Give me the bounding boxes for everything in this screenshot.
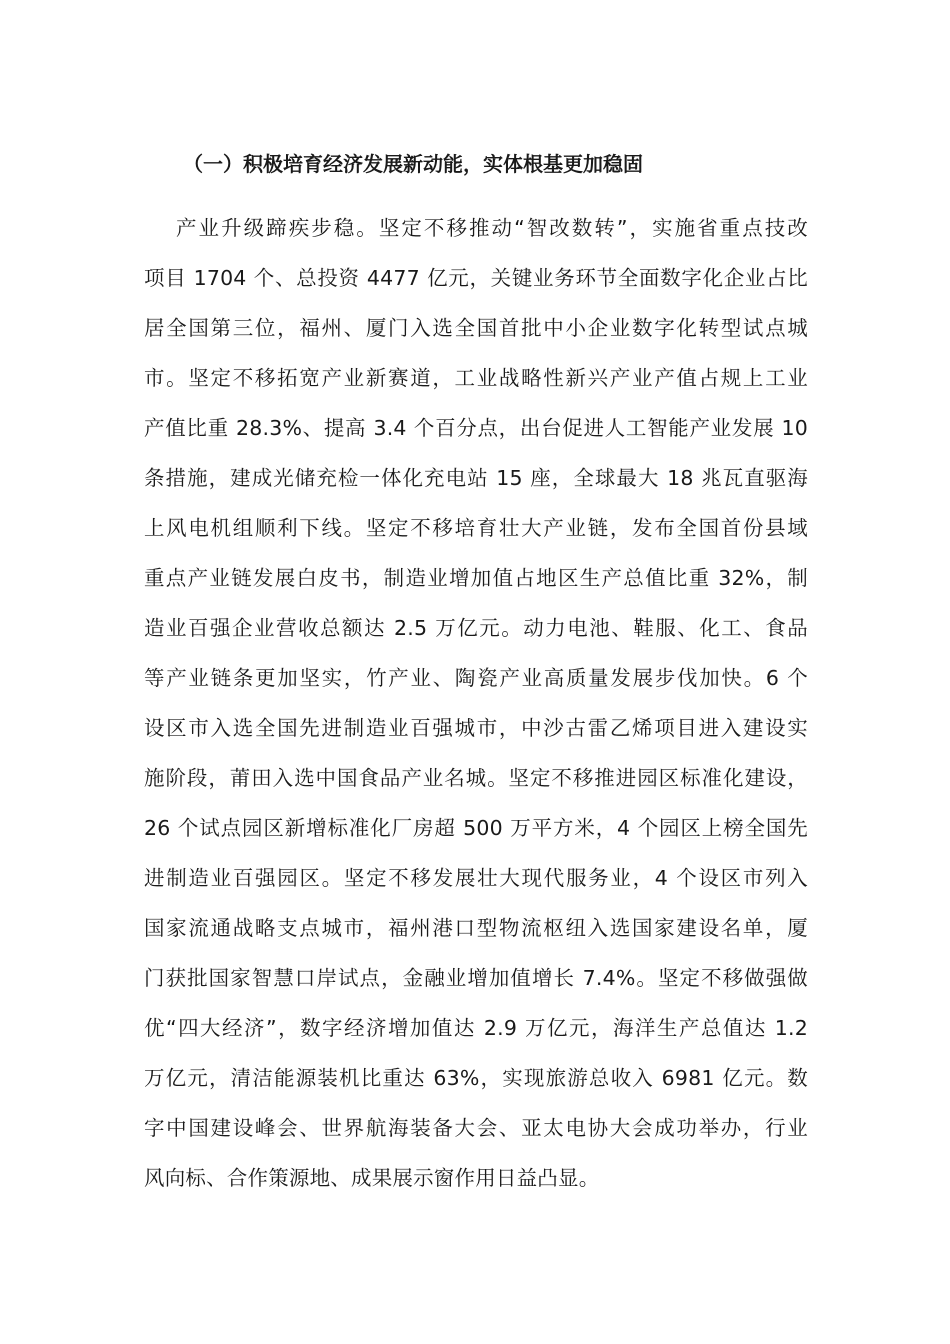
- paragraph-line: 条措施，建成光储充检一体化充电站 15 座，全球最大 18 兆瓦直驱海: [144, 466, 808, 490]
- paragraph-line: 造业百强企业营收总额达 2.5 万亿元。动力电池、鞋服、化工、食品: [144, 616, 808, 640]
- paragraph-line: 项目 1704 个、总投资 4477 亿元，关键业务环节全面数字化企业占比: [144, 266, 808, 290]
- paragraph-line: 字中国建设峰会、世界航海装备大会、亚太电协大会成功举办，行业: [144, 1116, 808, 1140]
- section-heading: （一）积极培育经济发展新动能，实体根基更加稳固: [183, 152, 643, 176]
- paragraph-line: 进制造业百强园区。坚定不移发展壮大现代服务业，4 个设区市列入: [144, 866, 808, 890]
- body-paragraph: [144, 203, 808, 1203]
- paragraph-line: 门获批国家智慧口岸试点，金融业增加值增长 7.4%。坚定不移做强做: [144, 966, 808, 990]
- paragraph-line: 上风电机组顺利下线。坚定不移培育壮大产业链，发布全国首份县域: [144, 516, 808, 540]
- paragraph-line: 重点产业链发展白皮书，制造业增加值占地区生产总值比重 32%，制: [144, 566, 808, 590]
- paragraph-line: 优“四大经济”，数字经济增加值达 2.9 万亿元，海洋生产总值达 1.2: [144, 1016, 808, 1040]
- paragraph-line: 等产业链条更加坚实，竹产业、陶瓷产业高质量发展步伐加快。6 个: [144, 666, 808, 690]
- paragraph-line: 设区市入选全国先进制造业百强城市，中沙古雷乙烯项目进入建设实: [144, 716, 808, 740]
- paragraph-line: 国家流通战略支点城市，福州港口型物流枢纽入选国家建设名单，厦: [144, 916, 808, 940]
- paragraph-line: 市。坚定不移拓宽产业新赛道，工业战略性新兴产业产值占规上工业: [144, 366, 808, 390]
- paragraph-line: 产业升级蹄疾步稳。坚定不移推动“智改数转”，实施省重点技改: [176, 216, 808, 240]
- paragraph-line: 风向标、合作策源地、成果展示窗作用日益凸显。: [144, 1166, 600, 1190]
- paragraph-line: 产值比重 28.3%、提高 3.4 个百分点，出台促进人工智能产业发展 10: [144, 416, 808, 440]
- paragraph-line: 万亿元，清洁能源装机比重达 63%，实现旅游总收入 6981 亿元。数: [144, 1066, 808, 1090]
- paragraph-line: 施阶段，莆田入选中国食品产业名城。坚定不移推进园区标准化建设，: [144, 766, 808, 790]
- paragraph-line: 26 个试点园区新增标准化厂房超 500 万平方米，4 个园区上榜全国先: [144, 816, 808, 840]
- paragraph-line: 居全国第三位，福州、厦门入选全国首批中小企业数字化转型试点城: [144, 316, 808, 340]
